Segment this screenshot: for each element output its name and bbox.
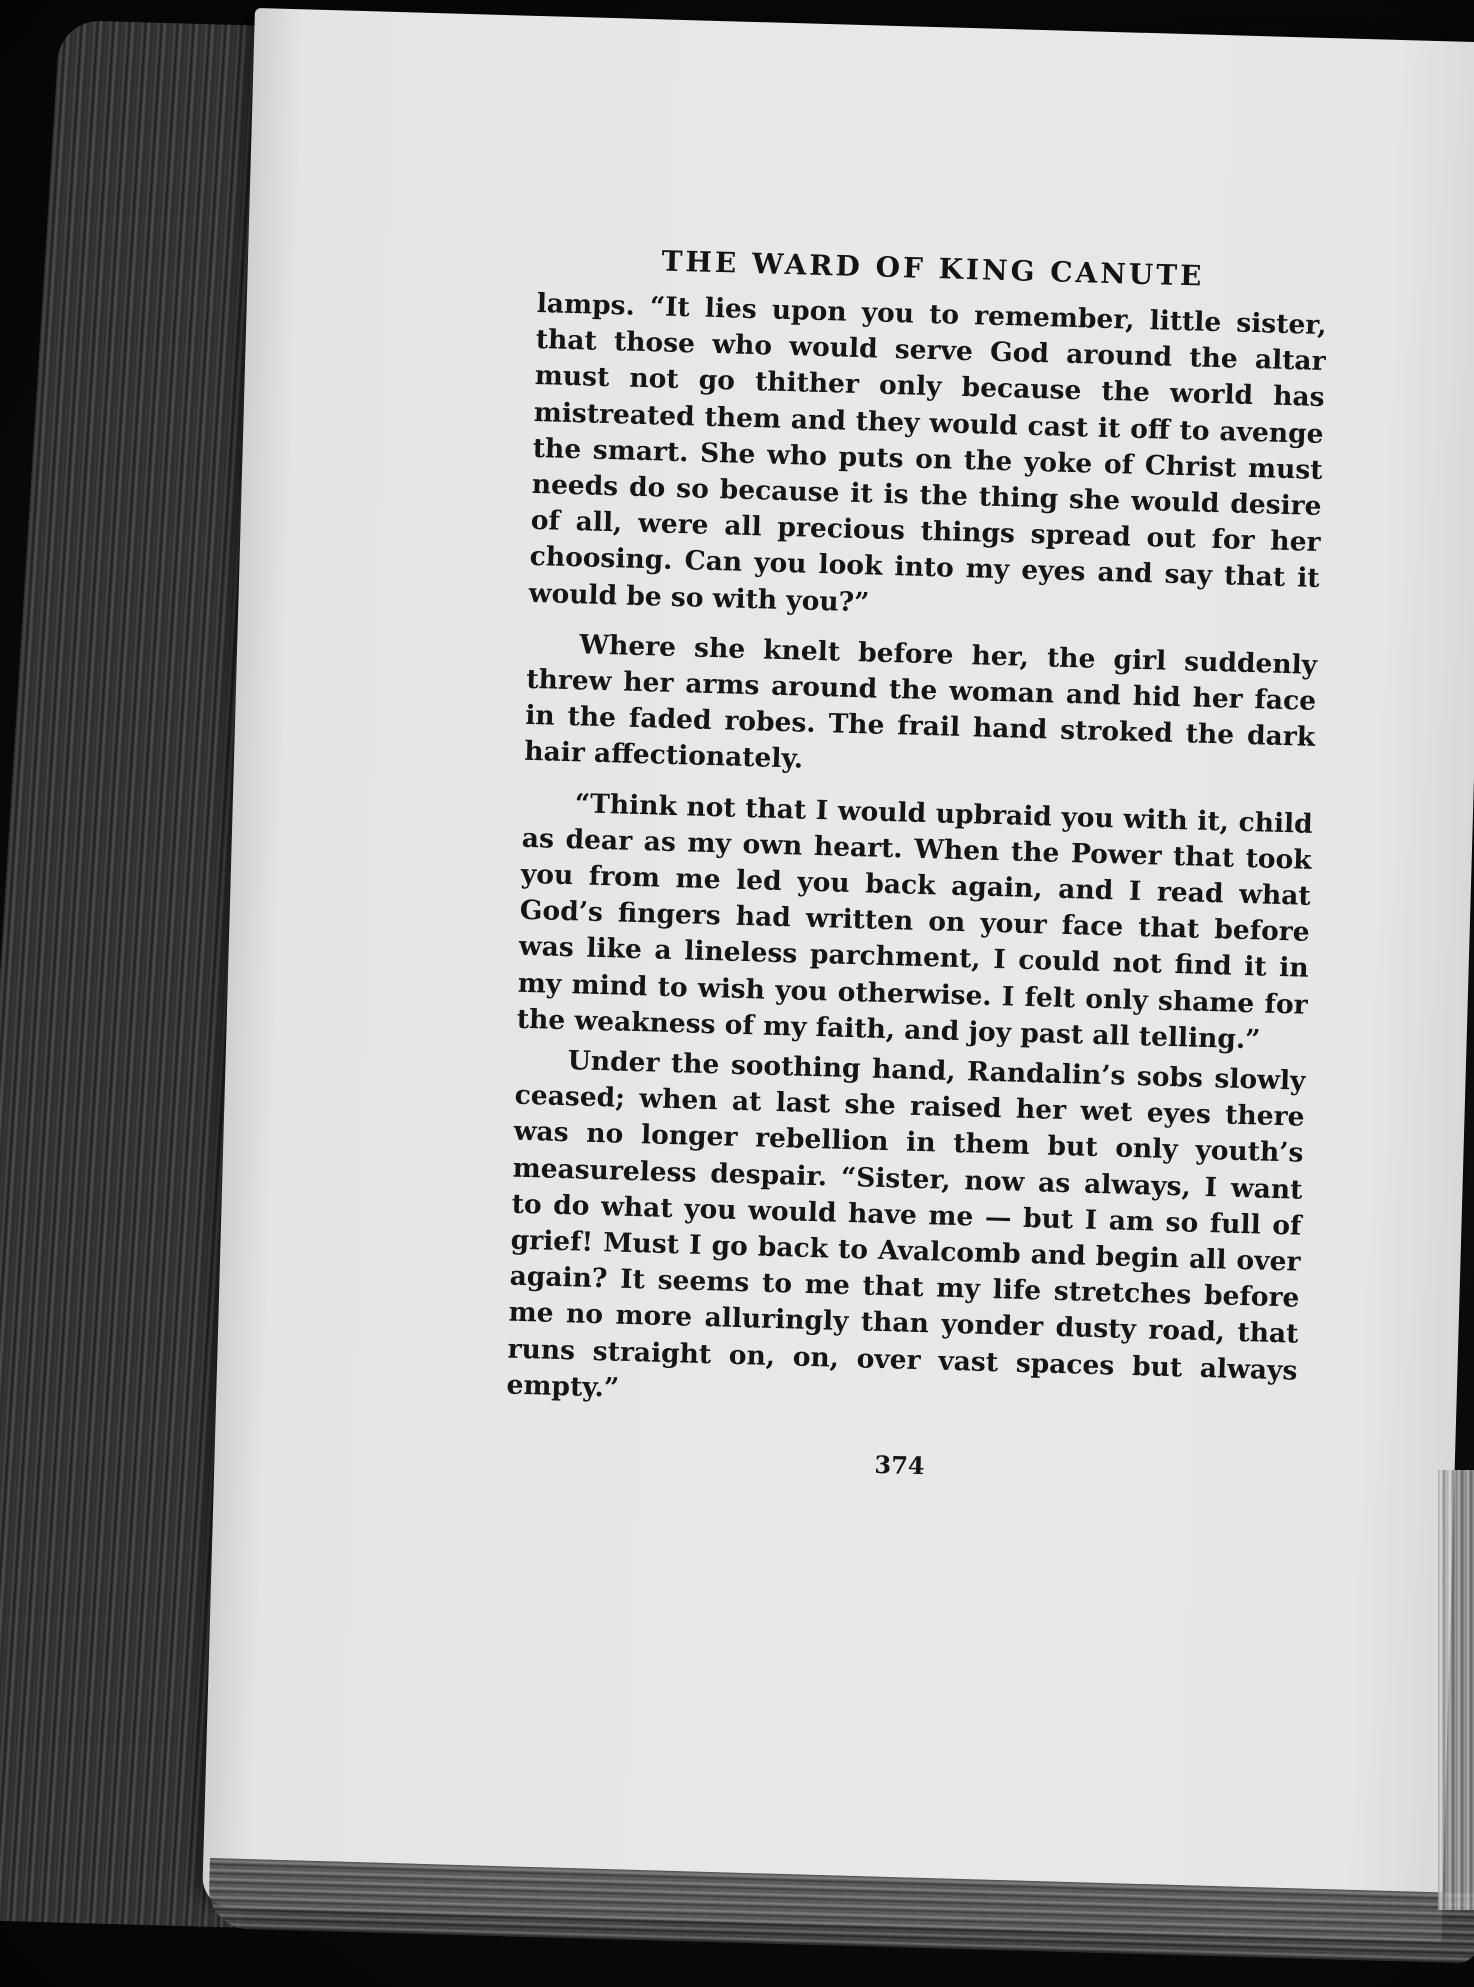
page-text-layer <box>202 8 1474 1942</box>
paragraph-3: “Think not that I would upbraid you with it, child as dear as my own heart. When the Power that took you from me led you back again, and I read what God’s fingers had written on your face that before was like a lineless parchment, I could not find it in my mind to wish you otherwise. I felt only shame for the weakness of my faith, and joy past all telling.” <box>516 787 1314 1056</box>
paragraph-2: Where she knelt before her, the girl suddenly threw her arms around the woman and hid her face in the faded robes. The frail hand stroked the dark hair affectionately. <box>523 629 1318 776</box>
paragraph-4: Under the soothing hand, Randalin’s sobs slowly ceased; when at last she raised her wet eyes there was no longer rebellion in them but only youth’s measureless despair. “Sister, now as always, I want to do what you would have me — but I am so full of grief! Must I go back to Avalcomb and begin all over again? It seems to me that my life stretches before me no more alluringly than yonder dusty road, that runs straight on, on, over vast spaces but always empty.” <box>506 1045 1306 1404</box>
paragraph-1: lamps. “It lies upon you to remember, little sister, that those who would serve God around the altar must not go thither only because the world has mistreated them and they would cast it off to avenge the smart. She who puts on the yoke of Christ must needs do so because it is the thing she would desire of all, were all precious things spread out for her choosing. Can you look into my eyes and say that it would be so with you?” <box>528 287 1327 619</box>
running-head: THE WARD OF KING CANUTE <box>661 244 1205 293</box>
text-block <box>504 241 1328 1491</box>
page-number: 374 <box>874 1449 926 1481</box>
